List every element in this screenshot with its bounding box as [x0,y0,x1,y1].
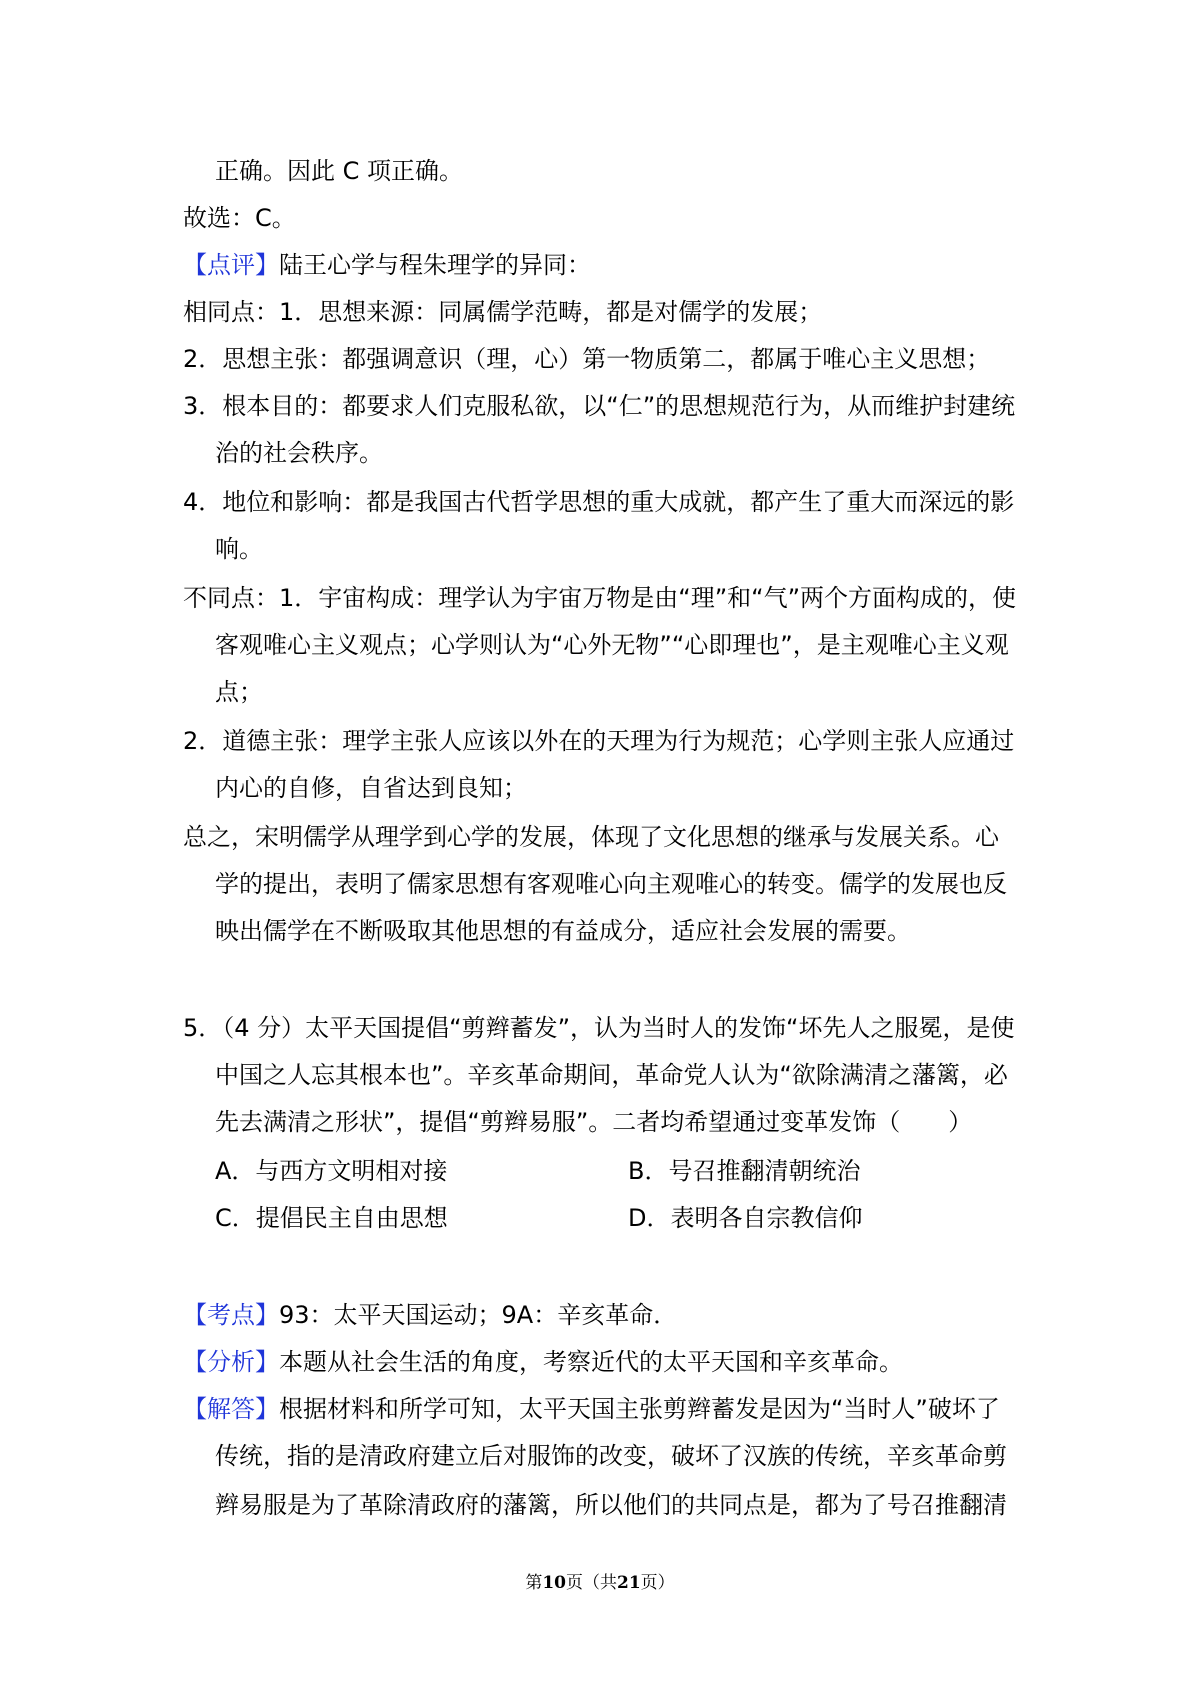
same-point-2: 2．思想主张：都强调意识（理，心）第一物质第二，都属于唯心主义思想； [183,345,991,373]
jieda-cont-2: 辫易服是为了革除清政府的藩篱，所以他们的共同点是，都为了号召推翻清 [215,1491,1007,1519]
same-point-4-cont: 响。 [215,535,263,563]
fenxi-tag: 【分析】 [183,1348,279,1376]
total-pages: 21 [617,1573,641,1593]
jieda-tag: 【解答】 [183,1395,279,1423]
jieda-text: 根据材料和所学可知，太平天国主张剪辫蓄发是因为“当时人”破坏了 [279,1395,1000,1423]
footer-prefix: 第 [525,1573,543,1593]
diff-point-1-cont: 客观唯心主义观点；心学则认为“心外无物”“心即理也”，是主观唯心主义观 [215,631,1009,659]
footer-suffix: 页） [640,1573,675,1593]
question-5-stem: 5．（4 分）太平天国提倡“剪辫蓄发”，认为当时人的发饰“坏先人之服冕，是使 [183,1014,1015,1042]
question-5-stem-cont: 中国之人忘其根本也”。辛亥革命期间，革命党人认为“欲除满清之藩篱，必 [215,1061,1008,1089]
comment-heading [183,250,591,280]
option-c: C．提倡民主自由思想 [215,1204,448,1232]
summary-line-1: 总之，宋明儒学从理学到心学的发展，体现了文化思想的继承与发展关系。心 [183,823,999,851]
footer-middle: 页（共 [566,1573,617,1593]
question-5-stem-cont2: 先去满清之形状”，提倡“剪辫易服”。二者均希望通过变革发饰（ ） [215,1108,973,1136]
fenxi-text: 本题从社会生活的角度，考察近代的太平天国和辛亥革命。 [279,1348,903,1376]
same-point-3: 3．根本目的：都要求人们克服私欲，以“仁”的思想规范行为，从而维护封建统 [183,392,1016,420]
same-point-3-cont: 治的社会秩序。 [215,439,383,467]
same-point-1: 相同点：1．思想来源：同属儒学范畴，都是对儒学的发展； [183,298,823,326]
jieda-cont-1: 传统，指的是清政府建立后对服饰的改变，破坏了汉族的传统，辛亥革命剪 [215,1442,1007,1470]
option-b: B．号召推翻清朝统治 [628,1157,861,1185]
prev-answer-continuation: 正确。因此 C 项正确。 [215,157,464,185]
summary-line-3: 映出儒学在不断吸取其他思想的有益成分，适应社会发展的需要。 [215,917,911,945]
summary-line-2: 学的提出，表明了儒家思想有客观唯心向主观唯心的转变。儒学的发展也反 [215,870,1007,898]
diff-point-1-cont2: 点； [215,678,263,706]
diff-point-1: 不同点：1．宇宙构成：理学认为宇宙万物是由“理”和“气”两个方面构成的，使 [183,584,1017,612]
comment-tag: 【点评】 [183,251,279,279]
comment-intro: 陆王心学与程朱理学的异同： [279,251,591,279]
option-d: D．表明各自宗教信仰 [628,1204,863,1232]
kaodian-text: 93：太平天国运动；9A：辛亥革命． [279,1301,678,1329]
page-number: 10 [542,1573,566,1593]
kaodian-line [183,1300,677,1330]
jieda-line [183,1394,1000,1424]
prev-answer-choice: 故选：C。 [183,204,296,232]
diff-point-2: 2．道德主张：理学主张人应该以外在的天理为行为规范；心学则主张人应通过 [183,727,1015,755]
diff-point-2-cont: 内心的自修，自省达到良知； [215,774,527,802]
same-point-4: 4．地位和影响：都是我国古代哲学思想的重大成就，都产生了重大而深远的影 [183,488,1015,516]
fenxi-line [183,1347,903,1377]
option-a: A．与西方文明相对接 [215,1157,448,1185]
kaodian-tag: 【考点】 [183,1301,279,1329]
page-footer [0,1572,1200,1594]
